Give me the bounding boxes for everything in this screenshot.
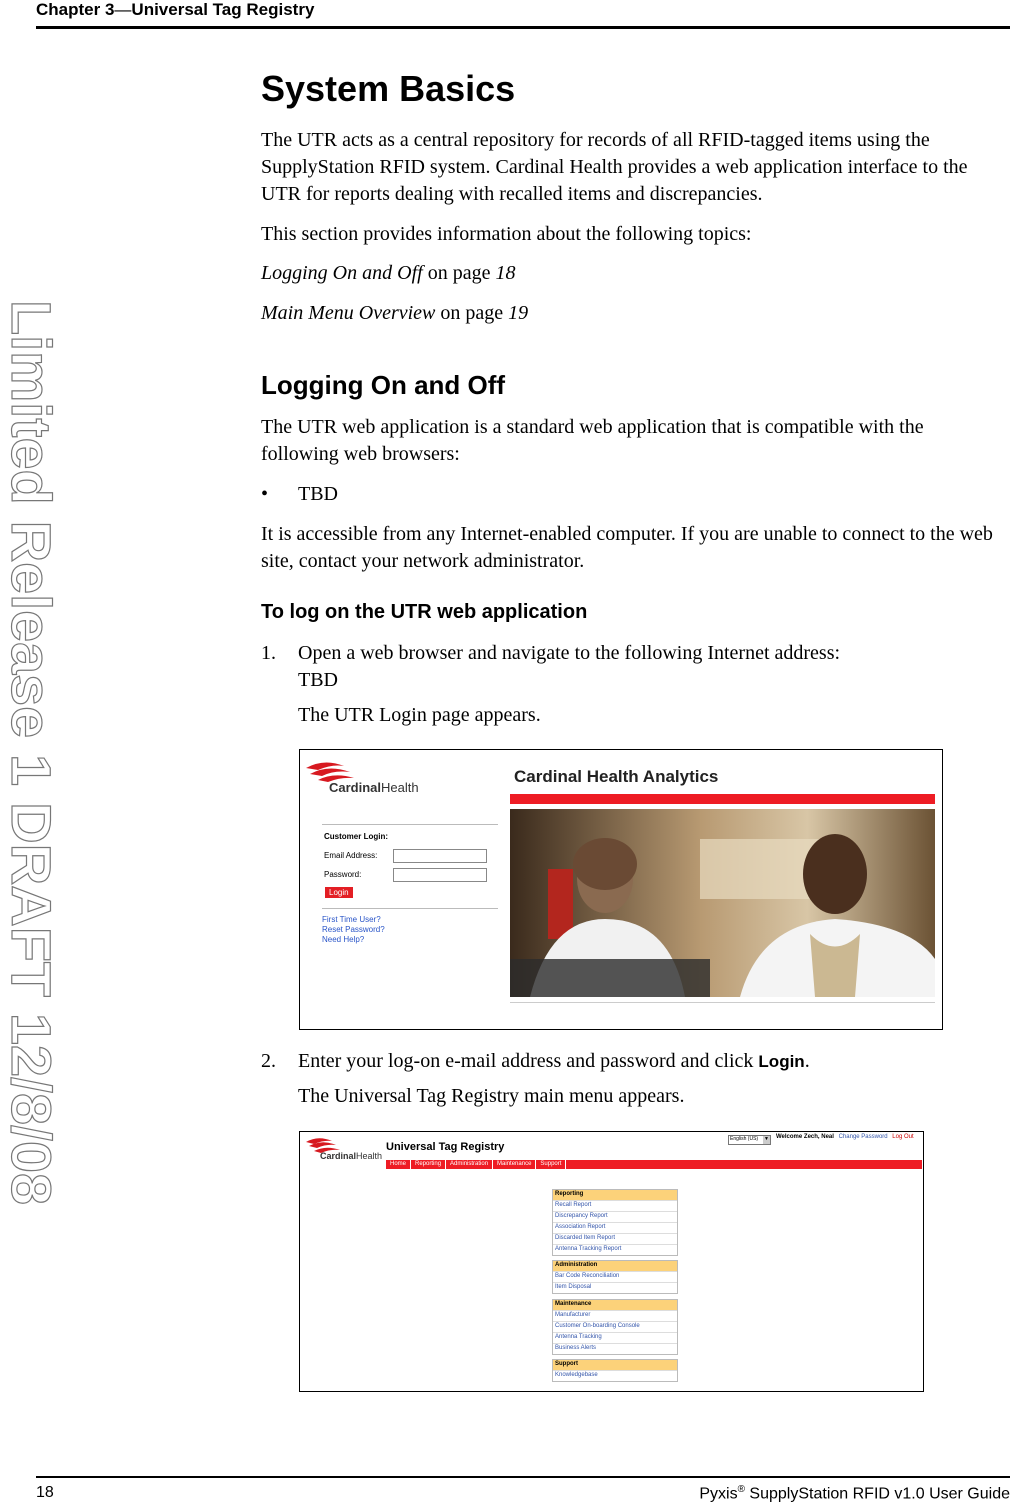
topics-intro: This section provides information about the following topics: (261, 223, 752, 245)
browser-paragraph: The UTR web application is a standard web application that is compatible with the following web browsers: (261, 416, 924, 465)
menu-link[interactable]: Antenna Tracking Report (553, 1244, 677, 1255)
password-label: Password: (324, 870, 362, 879)
help-links (322, 915, 385, 945)
menu-group-header: Maintenance (553, 1300, 677, 1310)
change-password-link[interactable]: Change Password (838, 1134, 888, 1140)
step2-pre: Enter your log-on e-mail address and password and click (298, 1050, 754, 1072)
menu-link[interactable]: Item Disposal (553, 1282, 677, 1293)
analytics-banner: Cardinal Health Analytics (514, 767, 719, 786)
language-value: English (US) (730, 1136, 759, 1142)
tab-reporting[interactable]: Reporting (411, 1160, 446, 1169)
intro-paragraph: The UTR acts as a central repository for records of all RFID-tagged items using the SupplyStation RFID system. Cardinal Health provides a web application interface to the UTR for reports dealing with recalled items and discrepancies. (261, 129, 968, 205)
page-number: 18 (36, 1484, 54, 1501)
menu-link[interactable]: Discrepancy Report (553, 1211, 677, 1222)
email-field[interactable] (393, 849, 487, 863)
chevron-down-icon: ▼ (764, 1136, 769, 1142)
menu-link[interactable]: Business Alerts (553, 1343, 677, 1354)
chapter-title: Universal Tag Registry (131, 0, 315, 19)
menu-link[interactable]: Knowledgebase (553, 1370, 677, 1381)
tab-home[interactable]: Home (386, 1160, 411, 1169)
password-field[interactable] (393, 868, 487, 882)
topic-page: 18 (495, 262, 516, 284)
tab-administration[interactable]: Administration (446, 1160, 493, 1169)
menu-group-reporting (552, 1189, 678, 1256)
logo-light: Health (381, 780, 419, 795)
menu-link[interactable]: Bar Code Reconciliation (553, 1271, 677, 1282)
logo-bold: Cardinal (320, 1151, 357, 1161)
bullet-marker: • (261, 483, 269, 505)
doctors-photo (510, 809, 935, 997)
procedure-title: To log on the UTR web application (261, 601, 588, 623)
main-menu-screenshot (299, 1131, 924, 1392)
menu-group-maintenance (552, 1299, 678, 1355)
nav-tabs (386, 1160, 922, 1169)
step1-number: 1. (261, 642, 276, 664)
header-dash: — (114, 0, 132, 19)
menu-link[interactable]: Manufacturer (553, 1310, 677, 1321)
product-brand: Pyxis (699, 1485, 738, 1503)
banner-bar (510, 794, 935, 804)
divider (510, 1002, 935, 1003)
tab-maintenance[interactable]: Maintenance (493, 1160, 536, 1169)
topic-link-logging[interactable] (261, 260, 515, 287)
menu-group-support (552, 1359, 678, 1382)
topic-title: Main Menu Overview (261, 302, 436, 324)
email-label: Email Address: (324, 851, 378, 860)
product-guide: SupplyStation RFID v1.0 User Guide (744, 1485, 1010, 1503)
reset-password-link[interactable]: Reset Password? (322, 925, 385, 934)
running-footer (36, 1476, 1010, 1503)
section-title: System Basics (261, 68, 516, 109)
step2-period: . (804, 1050, 810, 1072)
logo-light: Health (356, 1151, 383, 1161)
topic-link-main-menu[interactable] (261, 300, 528, 327)
step2-result: The Universal Tag Registry main menu appears. (298, 1085, 685, 1107)
step1-result: The UTR Login page appears. (298, 704, 541, 726)
menu-logo-text (320, 1151, 382, 1161)
menu-link[interactable]: Customer On-boarding Console (553, 1321, 677, 1332)
chapter-label: Chapter 3 (36, 0, 115, 19)
welcome-text: Welcome Zech, Neal (776, 1134, 834, 1140)
menu-group-header: Support (553, 1360, 677, 1370)
menu-link[interactable]: Recall Report (553, 1200, 677, 1211)
step1-text: Open a web browser and navigate to the following Internet address: (298, 642, 841, 664)
menu-link[interactable]: Antenna Tracking (553, 1332, 677, 1343)
draft-watermark (0, 300, 63, 1210)
menu-group-administration (552, 1260, 678, 1294)
login-screenshot (299, 749, 943, 1030)
divider (322, 908, 498, 909)
divider (322, 824, 498, 825)
first-time-user-link[interactable]: First Time User? (322, 915, 381, 924)
step2-login-ref: Login (758, 1052, 805, 1071)
login-logo-text (329, 780, 419, 795)
menu-group-header: Administration (553, 1261, 677, 1271)
user-bar (776, 1134, 914, 1140)
access-paragraph: It is accessible from any Internet-enabled computer. If you are unable to connect to the web site, contact your network administrator. (261, 523, 993, 572)
customer-login-label: Customer Login: (324, 832, 388, 841)
menu-link[interactable]: Association Report (553, 1222, 677, 1233)
watermark-text: Limited Release 1 DRAFT 12/8/08 (0, 300, 63, 1181)
menu-group-header: Reporting (553, 1190, 677, 1200)
topic-title: Logging On and Off (261, 262, 423, 284)
logo-bold: Cardinal (329, 780, 382, 795)
log-out-link[interactable]: Log Out (892, 1134, 914, 1140)
topic-on-page: on page (440, 302, 504, 324)
nav-bar (386, 1160, 922, 1169)
step2-text (298, 1048, 810, 1075)
step1-address: TBD (298, 669, 338, 691)
registered-mark: ® (737, 1484, 745, 1495)
product-name (699, 1484, 1010, 1503)
running-header (36, 0, 1010, 29)
topic-on-page: on page (427, 262, 491, 284)
language-select[interactable] (728, 1135, 771, 1145)
menu-link[interactable]: Discarded Item Report (553, 1233, 677, 1244)
subsection-title: Logging On and Off (261, 370, 506, 400)
topic-page: 19 (508, 302, 529, 324)
login-button[interactable]: Login (325, 887, 353, 898)
need-help-link[interactable]: Need Help? (322, 935, 365, 944)
bullet-tbd: TBD (298, 483, 338, 505)
utr-app-title: Universal Tag Registry (386, 1141, 505, 1153)
step2-number: 2. (261, 1050, 276, 1072)
tab-support[interactable]: Support (536, 1160, 566, 1169)
